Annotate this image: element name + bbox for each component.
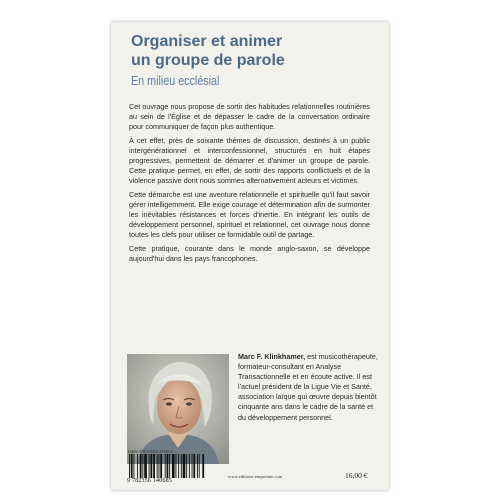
barcode-digits: 9 782356 140685: [127, 478, 172, 484]
publisher-website: www.editions-empreinte.com: [228, 474, 283, 479]
isbn-label: ISBN 978-2-35614-068-5: [128, 449, 173, 454]
author-name: Marc F. Klinkhamer,: [238, 352, 306, 361]
blurb-paragraph-2: À cet effet, près de soixante thèmes de discussion, destinés à un public intergénérationnel et interconfessionnel, structurés en huit étapes progressives, permettent de démarrer et d'animer un groupe de parole. Cette pratique permet, en effet, de sortir des rapports conflictuels et de la violence passive dont nous sommes alternativement acteurs et victimes.: [129, 135, 370, 186]
book-title: [131, 32, 381, 70]
title-line-1: Organiser et animer: [131, 33, 283, 50]
author-photo: [127, 354, 229, 464]
barcode-icon: [127, 454, 207, 478]
author-bio: [238, 352, 379, 423]
back-cover: [111, 22, 389, 490]
blurb-paragraph-1: Cet ouvrage nous propose de sortir des habitudes relationnelles routinières au sein de l'Église et de dépasser le cadre de la conversation ordinaire pour communiquer de façon plus authentique.: [129, 102, 370, 132]
blurb: [129, 102, 370, 267]
blurb-paragraph-3: Cette démarche est une aventure relationnelle et spirituelle qu'il faut savoir gérer intelligemment. Elle exige courage et détermination afin de surmonter les inévitables résistances et forces d'inertie. En intégrant les outils de développement personnel, spirituel et relationnel, cet ouvrage nous donne toutes les clefs pour utiliser ce formidable outil de partage.: [129, 189, 370, 240]
blurb-paragraph-4: Cette pratique, courante dans le monde anglo-saxon, se développe aujourd'hui dans les pays francophones.: [129, 243, 370, 263]
author-portrait-icon: [127, 354, 229, 464]
title-line-2: un groupe de parole: [131, 52, 285, 69]
author-bio-text: est musicothérapeute, formateur-consultant en Analyse Transactionnelle et en écoute active. Il est l'actuel président de la Ligue Vie et Santé, association laïque qui œuvre depuis bientôt cinquante ans dans le cadre de la santé et du développement personnel.: [238, 352, 378, 422]
book-subtitle: En milieu ecclésial: [131, 74, 220, 88]
price: 16,00 €: [345, 471, 368, 480]
